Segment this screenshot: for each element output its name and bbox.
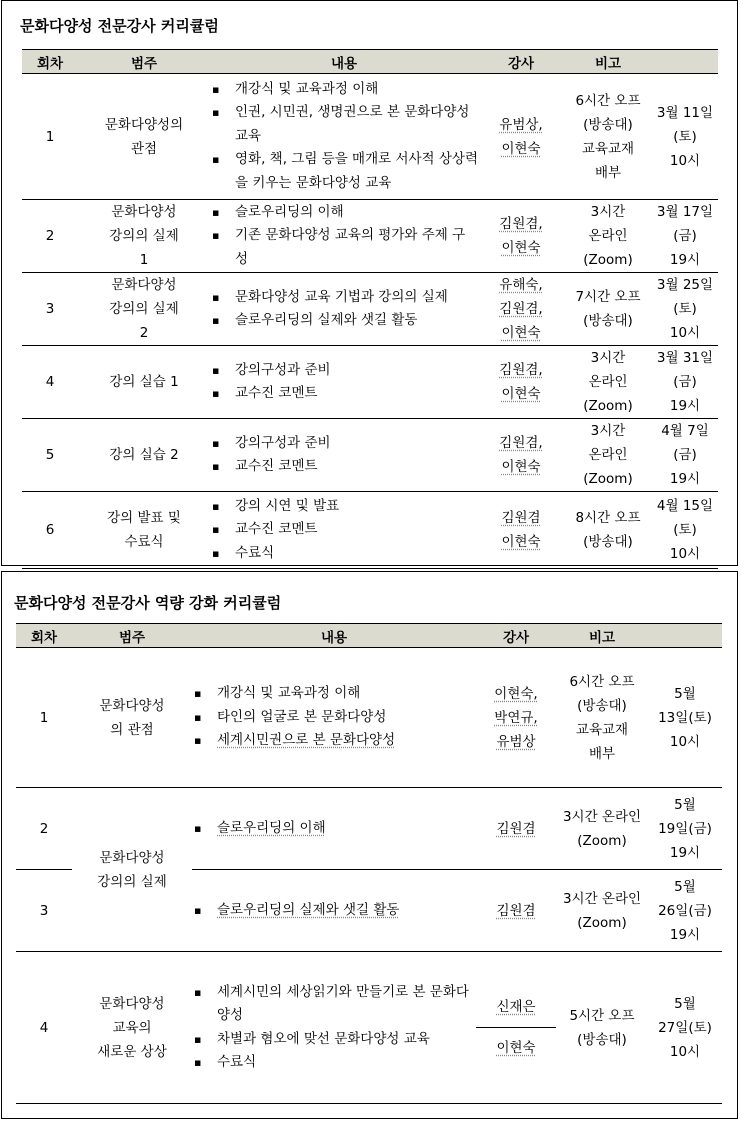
session-no: 4	[16, 952, 72, 1104]
note-cell: 3시간 온라인 (Zoom)	[564, 419, 652, 492]
list-item: ▪ 세계시민의 세상읽기와 만들기로 본 문화다양성	[192, 981, 476, 1028]
header-category: 범주	[78, 50, 210, 74]
section-title: 문화다양성 전문강사 역량 강화 커리큘럼	[14, 594, 282, 612]
category-cell: 문화다양성 강의의 실제 1	[78, 200, 210, 273]
table-header-row	[22, 50, 718, 74]
session-no: 3	[22, 273, 78, 346]
list-item: ▪ 슬로우리딩의 실제와 샛길 활동	[192, 899, 476, 923]
curriculum-box-1	[1, 0, 738, 566]
note-cell: 3시간 온라인 (Zoom)	[556, 788, 648, 870]
date-cell: 3월 17일 (금) 19시	[652, 200, 718, 273]
category-cell: 강의 발표 및 수료식	[78, 492, 210, 569]
date-cell: 5월 19일(금) 19시	[648, 788, 722, 870]
date-cell: 5월 27일(토) 10시	[648, 952, 722, 1104]
content-cell	[210, 346, 478, 419]
content-cell	[210, 273, 478, 346]
content-cell	[210, 74, 478, 200]
instructor-cell: 김원겸, 이현숙	[478, 346, 564, 419]
header-content: 내용	[210, 50, 478, 74]
list-item: ▪ 인권, 시민권, 생명권으로 본 문화다양성 교육	[210, 101, 478, 148]
note-cell: 5시간 오프 (방송대)	[556, 952, 648, 1104]
instructor-cell: 신재은 이현숙	[476, 952, 556, 1104]
list-item: ▪ 슬로우리딩의 실제와 샛길 활동	[210, 309, 478, 333]
header-date	[648, 624, 722, 648]
list-item: ▪ 세계시민권으로 본 문화다양성	[192, 729, 476, 753]
table-row	[16, 952, 722, 1104]
list-item: ▪ 타인의 얼굴로 본 문화다양성	[192, 706, 476, 730]
table-row	[22, 492, 718, 569]
instructor-cell: 유범상, 이현숙	[478, 74, 564, 200]
session-no: 5	[22, 419, 78, 492]
curriculum-table	[16, 623, 722, 1104]
list-item: ▪ 기존 문화다양성 교육의 평가와 주제 구성	[210, 224, 478, 271]
section-title: 문화다양성 전문강사 커리큘럼	[20, 17, 219, 35]
category-cell: 강의 실습 1	[78, 346, 210, 419]
instructor-cell: 김원겸, 이현숙	[478, 200, 564, 273]
note-cell: 8시간 오프 (방송대)	[564, 492, 652, 569]
header-content: 내용	[192, 624, 476, 648]
session-no: 1	[16, 648, 72, 788]
content-cell	[210, 419, 478, 492]
instructor-cell: 김원겸, 이현숙	[478, 419, 564, 492]
instructor-cell: 김원겸	[476, 870, 556, 952]
header-note: 비고	[564, 50, 652, 74]
table-header-row	[16, 624, 722, 648]
session-no: 6	[22, 492, 78, 569]
content-cell	[192, 788, 476, 870]
instructor-divider	[476, 1027, 556, 1028]
session-no: 4	[22, 346, 78, 419]
category-cell: 문화다양성 강의의 실제 2	[78, 273, 210, 346]
category-cell: 문화다양성 교육의 새로운 상상	[72, 952, 192, 1104]
header-instructor: 강사	[476, 624, 556, 648]
list-item: ▪ 차별과 혐오에 맞선 문화다양성 교육	[192, 1028, 476, 1052]
session-no: 2	[16, 788, 72, 870]
header-session: 회차	[22, 50, 78, 74]
category-cell: 문화다양성의 관점	[78, 74, 210, 200]
instructor-cell: 김원겸	[476, 788, 556, 870]
instructor-cell: 김원겸 이현숙	[478, 492, 564, 569]
note-cell: 7시간 오프 (방송대)	[564, 273, 652, 346]
note-cell: 3시간 온라인 (Zoom)	[564, 346, 652, 419]
date-cell: 4월 15일 (토) 10시	[652, 492, 718, 569]
category-cell: 강의 실습 2	[78, 419, 210, 492]
date-cell: 4월 7일 (금) 19시	[652, 419, 718, 492]
date-cell: 5월 13일(토) 10시	[648, 648, 722, 788]
note-cell: 3시간 온라인 (Zoom)	[564, 200, 652, 273]
list-item: ▪ 개강식 및 교육과정 이해	[210, 78, 478, 102]
table-row	[22, 346, 718, 419]
list-item: ▪ 슬로우리딩의 이해	[210, 201, 478, 225]
list-item: ▪ 강의 시연 및 발표	[210, 495, 478, 519]
date-cell: 3월 25일 (토) 10시	[652, 273, 718, 346]
date-cell: 5월 26일(금) 19시	[648, 870, 722, 952]
session-no: 2	[22, 200, 78, 273]
curriculum-table	[22, 49, 718, 569]
list-item: ▪ 영화, 책, 그림 등을 매개로 서사적 상상력을 키우는 문화다양성 교육	[210, 148, 478, 195]
note-cell: 6시간 오프 (방송대) 교육교재 배부	[556, 648, 648, 788]
list-item: ▪ 문화다양성 교육 기법과 강의의 실제	[210, 286, 478, 310]
session-no: 1	[22, 74, 78, 200]
list-item: ▪ 강의구성과 준비	[210, 432, 478, 456]
table-row	[22, 273, 718, 346]
list-item: ▪ 슬로우리딩의 이해	[192, 817, 476, 841]
list-item: ▪ 교수진 코멘트	[210, 455, 478, 479]
table-row	[22, 74, 718, 200]
header-instructor: 강사	[478, 50, 564, 74]
list-item: ▪ 수료식	[210, 542, 478, 566]
header-date	[652, 50, 718, 74]
list-item: ▪ 강의구성과 준비	[210, 359, 478, 383]
list-item: ▪ 교수진 코멘트	[210, 382, 478, 406]
list-item: ▪ 개강식 및 교육과정 이해	[192, 682, 476, 706]
content-cell	[210, 492, 478, 569]
table-row	[16, 648, 722, 788]
curriculum-box-2	[1, 571, 738, 1119]
instructor-cell: 이현숙, 박연규, 유범상	[476, 648, 556, 788]
header-note: 비고	[556, 624, 648, 648]
table-row	[22, 419, 718, 492]
category-cell: 문화다양성 의 관점	[72, 648, 192, 788]
date-cell: 3월 11일 (토) 10시	[652, 74, 718, 200]
table-row	[16, 788, 722, 870]
date-cell: 3월 31일 (금) 19시	[652, 346, 718, 419]
list-item: ▪ 교수진 코멘트	[210, 518, 478, 542]
header-category: 범주	[72, 624, 192, 648]
table-row	[22, 200, 718, 273]
header-session: 회차	[16, 624, 72, 648]
note-cell: 6시간 오프 (방송대) 교육교재 배부	[564, 74, 652, 200]
category-cell: 문화다양성 강의의 실제	[72, 788, 192, 952]
content-cell	[192, 648, 476, 788]
content-cell	[192, 952, 476, 1104]
session-no: 3	[16, 870, 72, 952]
list-item: ▪ 수료식	[192, 1051, 476, 1075]
content-cell	[210, 200, 478, 273]
content-cell	[192, 870, 476, 952]
instructor-cell: 유해숙, 김원겸, 이현숙	[478, 273, 564, 346]
note-cell: 3시간 온라인 (Zoom)	[556, 870, 648, 952]
